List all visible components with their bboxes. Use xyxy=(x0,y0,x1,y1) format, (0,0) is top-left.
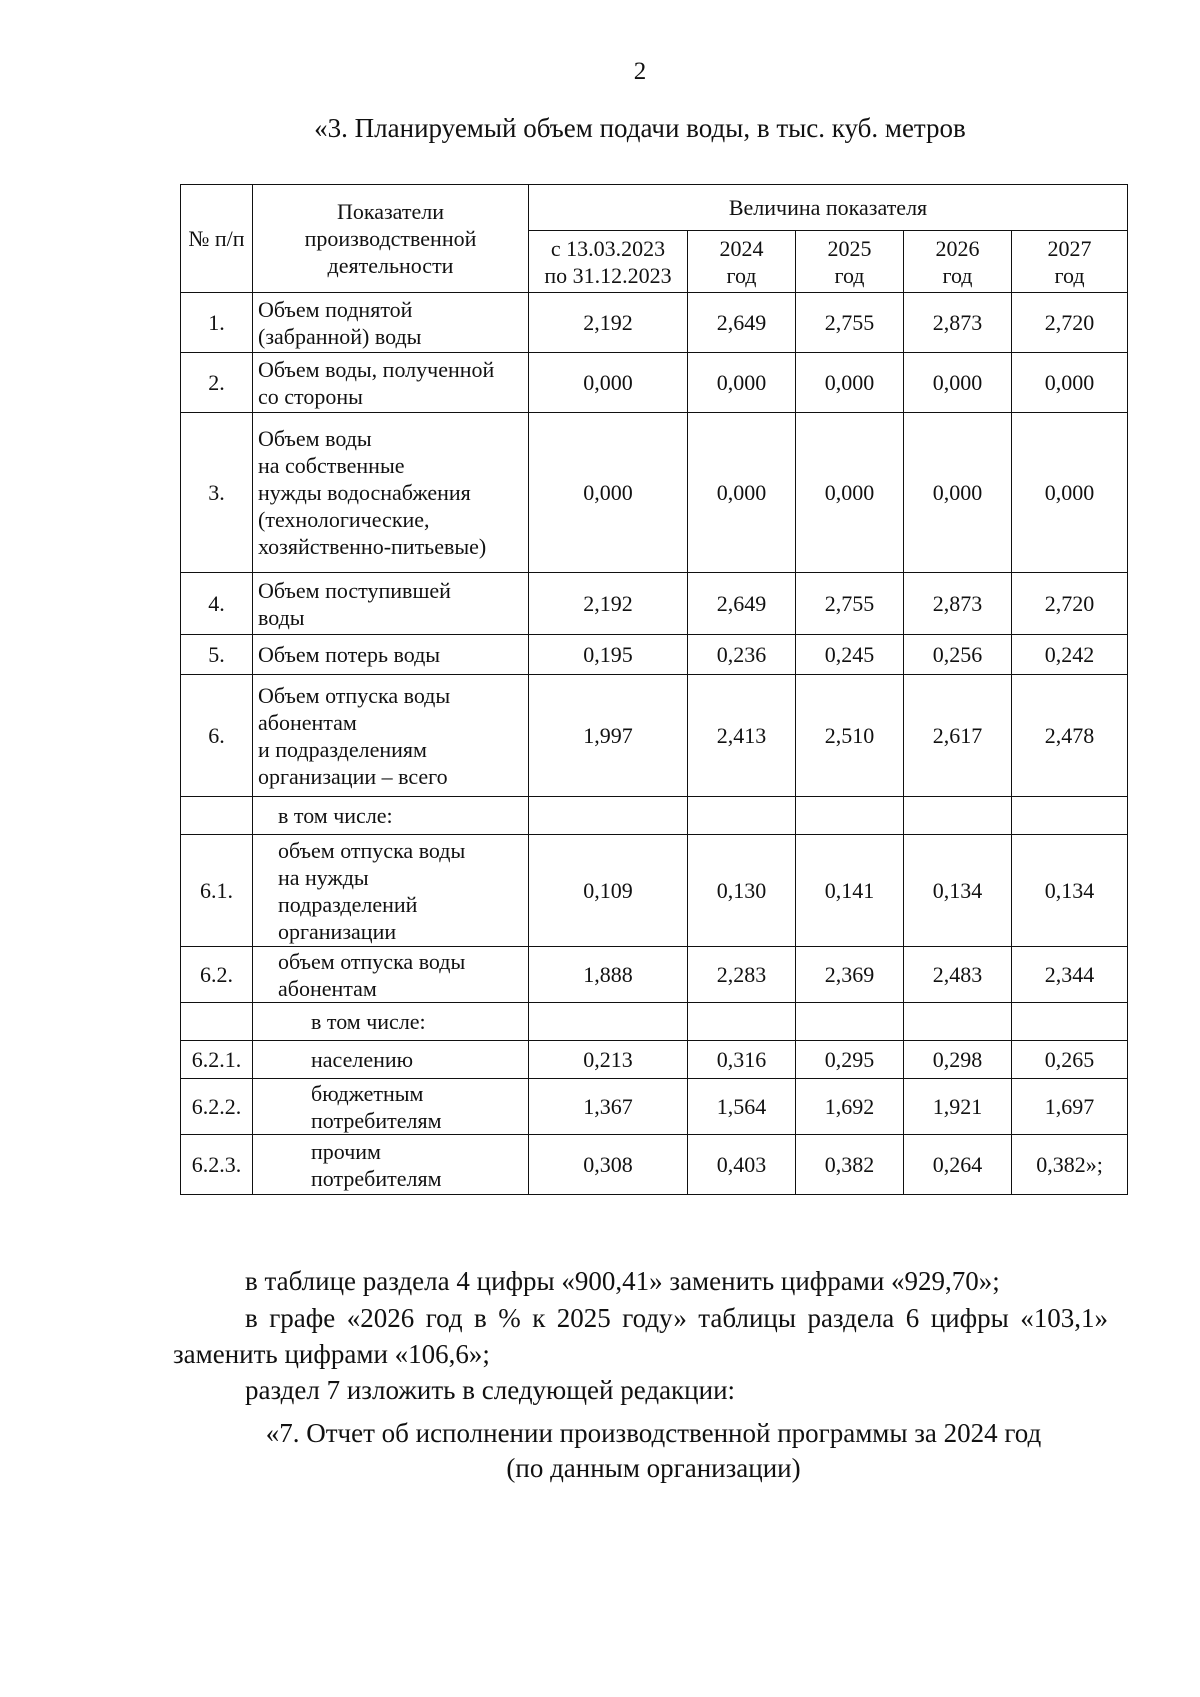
row-indicator-line: хозяйственно-питьевые) xyxy=(258,534,487,559)
row-indicator-line: в том числе: xyxy=(311,1009,426,1034)
row-value: 2,192 xyxy=(529,573,688,635)
row-indicator xyxy=(253,1079,529,1135)
header-period-line: 2024 xyxy=(719,235,764,261)
table-row xyxy=(181,1041,1128,1079)
header-num-text: № п/п xyxy=(188,226,245,251)
row-value: 2,413 xyxy=(688,675,796,797)
row-value: 0,403 xyxy=(688,1135,796,1195)
row-indicator xyxy=(253,947,529,1003)
row-value: 1,697 xyxy=(1012,1079,1128,1135)
row-number: 6.2.2. xyxy=(181,1079,253,1135)
header-indicator xyxy=(253,185,529,293)
row-indicator-line: Объем поднятой xyxy=(258,296,413,322)
row-indicator-line: (технологические, xyxy=(258,507,430,532)
row-value xyxy=(904,797,1012,835)
header-period-line: год xyxy=(1054,262,1085,288)
row-value: 1,921 xyxy=(904,1079,1012,1135)
header-period xyxy=(904,231,1012,293)
row-indicator-line: бюджетным xyxy=(311,1080,424,1106)
row-value: 2,720 xyxy=(1012,573,1128,635)
row-indicator-line: Объем воды xyxy=(258,426,372,451)
header-period xyxy=(529,231,688,293)
row-indicator-line: абонентам xyxy=(258,709,357,735)
row-number: 6.2. xyxy=(181,947,253,1003)
row-value: 0,265 xyxy=(1012,1041,1128,1079)
header-indicator-text: Показатели производственной деятельности xyxy=(304,199,477,278)
row-indicator xyxy=(253,413,529,573)
header-period xyxy=(1012,231,1128,293)
paragraph-2 xyxy=(173,1300,1108,1372)
row-number: 2. xyxy=(181,353,253,413)
row-value: 0,316 xyxy=(688,1041,796,1079)
header-value-group: Величина показателя xyxy=(529,185,1128,231)
row-value: 2,649 xyxy=(688,293,796,353)
row-number: 6. xyxy=(181,675,253,797)
row-value: 2,192 xyxy=(529,293,688,353)
section-title: «3. Планируемый объем подачи воды, в тыс. куб. метров xyxy=(314,113,966,143)
table-row xyxy=(181,573,1128,635)
row-value: 0,000 xyxy=(688,413,796,573)
row-value: 0,308 xyxy=(529,1135,688,1195)
row-number: 1. xyxy=(181,293,253,353)
row-indicator-line: на собственные xyxy=(258,453,405,478)
row-indicator-line: Объем отпуска воды xyxy=(258,682,451,708)
row-value xyxy=(1012,797,1128,835)
row-value: 2,873 xyxy=(904,293,1012,353)
row-indicator-line: и подразделениям xyxy=(258,736,427,762)
row-indicator-line: потребителям xyxy=(311,1107,442,1133)
header-period-line: год xyxy=(942,262,973,288)
row-value: 1,692 xyxy=(796,1079,904,1135)
row-value: 2,510 xyxy=(796,675,904,797)
header-period-line: 2025 xyxy=(827,235,872,261)
table-row xyxy=(181,1079,1128,1135)
row-value: 0,000 xyxy=(796,353,904,413)
row-value: 2,755 xyxy=(796,573,904,635)
row-value: 2,483 xyxy=(904,947,1012,1003)
row-value: 2,873 xyxy=(904,573,1012,635)
row-value: 0,000 xyxy=(1012,413,1128,573)
row-indicator-line: организации – всего xyxy=(258,763,448,789)
section-7-title xyxy=(180,1416,1127,1486)
row-value xyxy=(688,797,796,835)
row-value: 2,649 xyxy=(688,573,796,635)
table-row xyxy=(181,675,1128,797)
paragraph-1-text: в таблице раздела 4 цифры «900,41» заменить цифрами «929,70»; xyxy=(245,1266,1000,1296)
row-value: 0,130 xyxy=(688,835,796,947)
row-indicator xyxy=(253,293,529,353)
row-value: 0,134 xyxy=(1012,835,1128,947)
header-period-line: 2027 xyxy=(1047,235,1092,261)
table-row xyxy=(181,797,1128,835)
row-number: 5. xyxy=(181,635,253,675)
row-value xyxy=(529,797,688,835)
table-row xyxy=(181,835,1128,947)
row-number xyxy=(181,1003,253,1041)
row-value: 0,245 xyxy=(796,635,904,675)
row-indicator-line: воды xyxy=(258,604,305,630)
row-value xyxy=(796,1003,904,1041)
row-indicator-line: в том числе: xyxy=(278,803,393,828)
table-row xyxy=(181,1003,1128,1041)
row-number: 6.2.3. xyxy=(181,1135,253,1195)
row-value: 0,195 xyxy=(529,635,688,675)
row-value: 0,000 xyxy=(796,413,904,573)
row-indicator xyxy=(253,1003,529,1041)
row-indicator xyxy=(253,1041,529,1079)
row-value: 0,242 xyxy=(1012,635,1128,675)
row-value: 2,369 xyxy=(796,947,904,1003)
header-period-line: с 13.03.2023 xyxy=(550,235,666,261)
row-value: 0,134 xyxy=(904,835,1012,947)
row-value: 0,256 xyxy=(904,635,1012,675)
row-indicator xyxy=(253,353,529,413)
row-value: 0,298 xyxy=(904,1041,1012,1079)
header-period xyxy=(688,231,796,293)
paragraph-3-text: раздел 7 изложить в следующей редакции: xyxy=(245,1375,736,1405)
row-value: 0,236 xyxy=(688,635,796,675)
row-value: 2,344 xyxy=(1012,947,1128,1003)
row-value: 0,000 xyxy=(688,353,796,413)
row-indicator-line: нужды водоснабжения xyxy=(258,480,471,505)
row-value: 2,478 xyxy=(1012,675,1128,797)
row-indicator xyxy=(253,573,529,635)
paragraph-1 xyxy=(173,1263,1108,1299)
row-value xyxy=(688,1003,796,1041)
row-indicator-line: прочим xyxy=(311,1138,381,1164)
header-num xyxy=(181,185,253,293)
row-value: 1,997 xyxy=(529,675,688,797)
paragraph-2-text: в графе «2026 год в % к 2025 году» таблицы раздела 6 цифры «103,1» заменить цифрами «106,6»; xyxy=(173,1303,1108,1369)
water-supply-table xyxy=(180,184,1128,1195)
table-row xyxy=(181,353,1128,413)
row-value: 0,000 xyxy=(529,413,688,573)
row-value: 0,000 xyxy=(1012,353,1128,413)
row-indicator-line: объем отпуска воды xyxy=(278,948,466,974)
section-7-title-line-1: «7. Отчет об исполнении производственной программы за 2024 год xyxy=(265,1418,1042,1448)
table-row xyxy=(181,1135,1128,1195)
row-value: 0,000 xyxy=(904,413,1012,573)
header-period-line: 2026 xyxy=(935,235,980,261)
row-value: 0,382»; xyxy=(1012,1135,1128,1195)
table-row xyxy=(181,293,1128,353)
row-number: 6.2.1. xyxy=(181,1041,253,1079)
row-indicator-line: Объем воды, полученной xyxy=(258,356,495,382)
row-indicator-line: на нужды xyxy=(278,864,369,890)
header-period xyxy=(796,231,904,293)
row-value: 2,755 xyxy=(796,293,904,353)
row-value: 0,000 xyxy=(529,353,688,413)
row-value xyxy=(904,1003,1012,1041)
header-period-line: по 31.12.2023 xyxy=(544,262,672,288)
row-value: 0,213 xyxy=(529,1041,688,1079)
row-indicator xyxy=(253,635,529,675)
row-indicator-line: Объем потерь воды xyxy=(258,642,441,667)
table-row xyxy=(181,635,1128,675)
row-indicator-line: (забранной) воды xyxy=(258,323,422,349)
row-indicator-line: подразделений xyxy=(278,891,418,917)
table-row xyxy=(181,413,1128,573)
row-indicator-line: абонентам xyxy=(278,975,377,1001)
section-7-title-line-2: (по данным организации) xyxy=(506,1453,801,1483)
row-value: 1,564 xyxy=(688,1079,796,1135)
row-value: 1,367 xyxy=(529,1079,688,1135)
paragraph-3 xyxy=(173,1372,1108,1408)
row-value: 1,888 xyxy=(529,947,688,1003)
row-value xyxy=(529,1003,688,1041)
row-indicator xyxy=(253,797,529,835)
row-value: 0,109 xyxy=(529,835,688,947)
row-indicator xyxy=(253,835,529,947)
page-number: 2 xyxy=(633,58,647,85)
row-number: 4. xyxy=(181,573,253,635)
row-indicator-line: объем отпуска воды xyxy=(278,837,466,863)
row-value: 2,617 xyxy=(904,675,1012,797)
row-indicator-line: населению xyxy=(311,1047,414,1072)
row-value: 0,295 xyxy=(796,1041,904,1079)
row-indicator-line: со стороны xyxy=(258,383,363,409)
header-period-line: год xyxy=(726,262,757,288)
row-indicator-line: потребителям xyxy=(311,1165,442,1191)
table-row xyxy=(181,947,1128,1003)
row-indicator xyxy=(253,675,529,797)
row-value: 0,000 xyxy=(904,353,1012,413)
row-number: 3. xyxy=(181,413,253,573)
row-value xyxy=(796,797,904,835)
row-value: 2,720 xyxy=(1012,293,1128,353)
row-indicator xyxy=(253,1135,529,1195)
row-number: 6.1. xyxy=(181,835,253,947)
row-value: 0,382 xyxy=(796,1135,904,1195)
row-value: 0,264 xyxy=(904,1135,1012,1195)
row-indicator-line: Объем поступившей xyxy=(258,577,451,603)
row-value: 2,283 xyxy=(688,947,796,1003)
row-indicator-line: организации xyxy=(278,918,397,944)
header-period-line: год xyxy=(834,262,865,288)
row-value: 0,141 xyxy=(796,835,904,947)
row-value xyxy=(1012,1003,1128,1041)
row-number xyxy=(181,797,253,835)
